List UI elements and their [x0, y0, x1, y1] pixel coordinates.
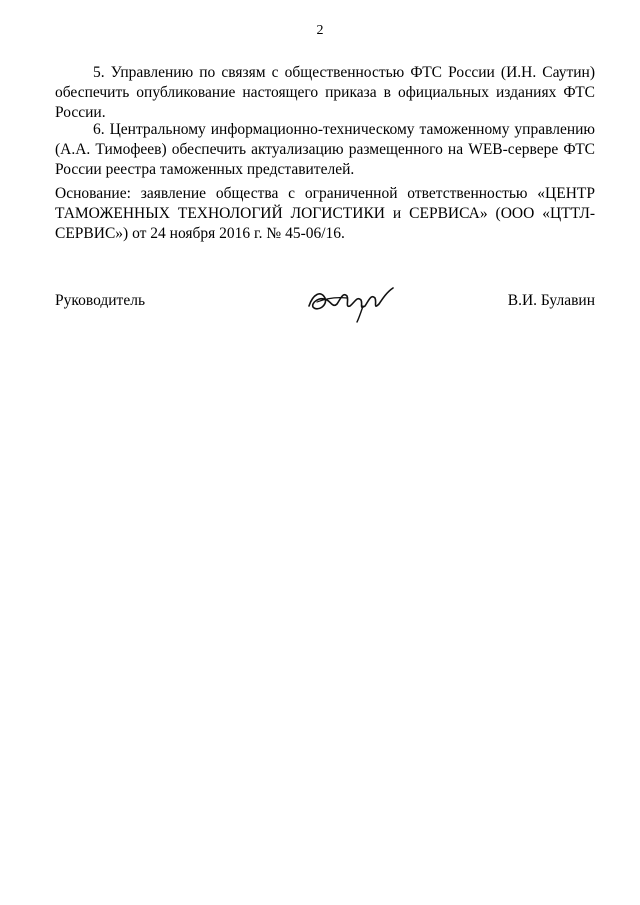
paragraph-item-6: [55, 120, 595, 180]
paragraph-item-5-text: 5. Управлению по связям с общественностью ФТС России (И.Н. Саутин) обеспечить опубликование настоящего приказа в официальных изданиях ФТС России.: [55, 64, 595, 121]
signer-position: Руководитель: [55, 292, 146, 309]
basis-paragraph: Основание: заявление общества с ограниченной ответственностью «ЦЕНТР ТАМОЖЕННЫХ ТЕХНОЛОГИЙ ЛОГИСТИКИ и СЕРВИСА» (ООО «ЦТТЛ-СЕРВИС») от 24 ноября 2016 г. № 45-06/16.: [55, 185, 595, 242]
page-number: 2: [316, 23, 324, 38]
signature-block: [55, 282, 595, 332]
paragraph-item-5: [55, 63, 595, 123]
paragraph-item-6-text: 6. Центральному информационно-техническому таможенному управлению (А.А. Тимофеев) обеспечить актуализацию размещенного на WEB-сервере ФТС России реестра таможенных представителей.: [55, 121, 595, 178]
handwritten-signature: [303, 276, 403, 326]
signer-name: В.И. Булавин: [507, 292, 595, 309]
